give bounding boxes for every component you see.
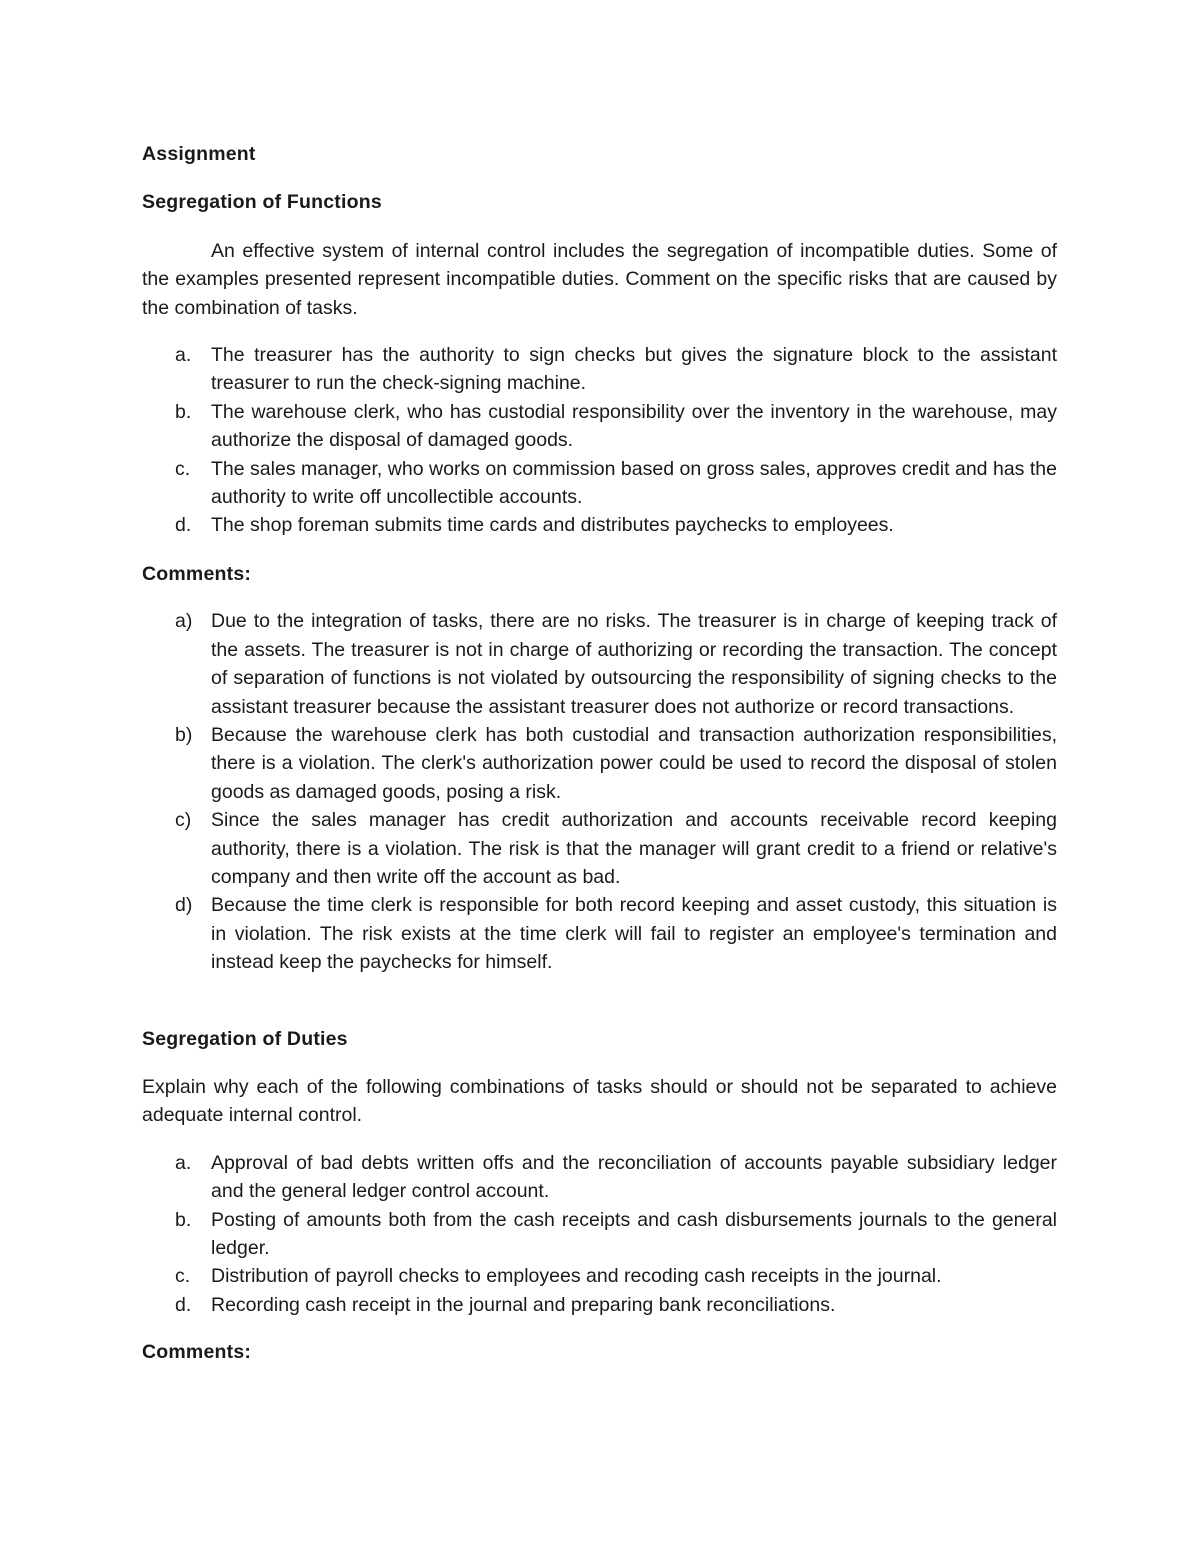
document-title: Assignment xyxy=(142,143,256,165)
list-marker: a. xyxy=(175,1151,192,1174)
comment-text: Because the warehouse clerk has both custodial and transaction authorization responsibilities, there is a violation. The clerk's authorization power could be used to record the disposal of stolen goods as damaged goods, posing a risk. xyxy=(211,723,1057,803)
list-item xyxy=(142,1291,1057,1319)
list-item xyxy=(142,341,1057,398)
list-marker: c. xyxy=(175,1265,191,1288)
section1-task-list xyxy=(142,341,1057,540)
section1-comments-label: Comments: xyxy=(142,562,252,585)
comment-item xyxy=(142,721,1057,806)
list-marker: b. xyxy=(175,1208,192,1231)
section1-heading: Segregation of Functions xyxy=(142,191,382,214)
comment-text: Because the time clerk is responsible for both record keeping and asset custody, this situation is in violation. The risk exists at the time clerk will fail to register an employee's termination and instead keep the paychecks for himself. xyxy=(211,894,1057,974)
list-marker: c) xyxy=(175,809,192,832)
list-item-text: Recording cash receipt in the journal and preparing bank reconciliations. xyxy=(211,1293,836,1316)
list-marker: d) xyxy=(175,894,193,917)
comment-text: Since the sales manager has credit authorization and accounts receivable record keeping authority, there is a violation. The risk is that the manager will grant credit to a friend or relative's company and then write off the account as bad. xyxy=(211,809,1057,888)
list-item-text: Posting of amounts both from the cash receipts and cash disbursements journals to the general ledger. xyxy=(211,1208,1057,1259)
comment-text: Due to the integration of tasks, there are no risks. The treasurer is in charge of keeping track of the assets. The treasurer is not in charge of authorizing or recording the transaction. The concept of separation of functions is not violated by outsourcing the responsibility of signing checks to the assistant treasurer because the assistant treasurer does not authorize or record transactions. xyxy=(211,610,1057,718)
list-marker: d. xyxy=(175,1293,192,1316)
section2-heading: Segregation of Duties xyxy=(142,1027,348,1050)
list-marker: a. xyxy=(175,344,192,367)
section1-intro: An effective system of internal control includes the segregation of incompatible duties. Some of the examples presented represent incompatible duties. Comment on the specific risks that are caused by the combination of tasks. xyxy=(142,239,1057,319)
comment-item xyxy=(142,891,1057,976)
list-marker: a) xyxy=(175,610,193,633)
list-item-text: The shop foreman submits time cards and distributes paychecks to employees. xyxy=(211,514,894,537)
list-marker: d. xyxy=(175,514,192,537)
list-item xyxy=(142,1149,1057,1206)
list-item-text: Approval of bad debts written offs and the reconciliation of accounts payable subsidiary ledger and the general ledger control account. xyxy=(211,1151,1057,1203)
comment-item xyxy=(142,806,1057,891)
list-item xyxy=(142,1262,1057,1290)
list-item-text: Distribution of payroll checks to employees and recoding cash receipts in the journal. xyxy=(211,1265,942,1288)
list-marker: b) xyxy=(175,723,193,746)
list-item xyxy=(142,398,1057,455)
section2-comments-label: Comments: xyxy=(142,1341,252,1364)
list-item xyxy=(142,455,1057,512)
section2-task-list xyxy=(142,1149,1057,1319)
list-item-text: The sales manager, who works on commission based on gross sales, approves credit and has the authority to write off uncollectible accounts. xyxy=(211,457,1057,509)
list-item xyxy=(142,511,1057,539)
list-item xyxy=(142,1206,1057,1263)
section2-intro: Explain why each of the following combinations of tasks should or should not be separated to achieve adequate internal control. xyxy=(142,1075,1057,1127)
list-marker: b. xyxy=(175,400,192,423)
document-page xyxy=(142,140,1057,1367)
comment-item xyxy=(142,607,1057,721)
section1-comments-list xyxy=(142,607,1057,976)
list-item-text: The warehouse clerk, who has custodial responsibility over the inventory in the warehouse, may authorize the disposal of damaged goods. xyxy=(211,400,1057,452)
list-marker: c. xyxy=(175,457,191,480)
list-item-text: The treasurer has the authority to sign checks but gives the signature block to the assistant treasurer to run the check-signing machine. xyxy=(211,344,1057,395)
